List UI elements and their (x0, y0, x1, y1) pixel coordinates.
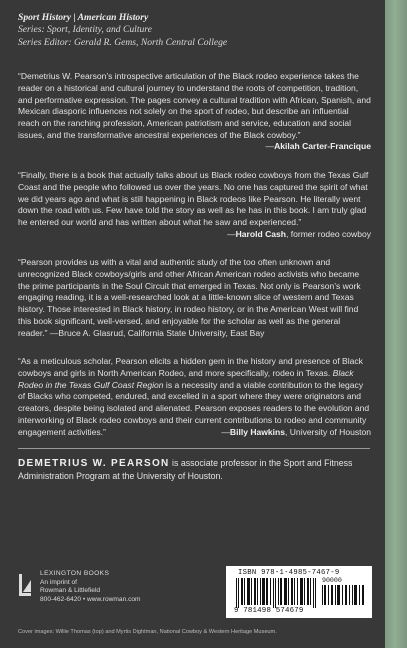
blurb-affiliation: , California State University, East Bay (123, 327, 265, 338)
author-bio (18, 457, 371, 482)
spine-edge (385, 0, 407, 648)
publisher-contact: 800-462-6420 • www.rowman.com (40, 595, 141, 603)
barcode (226, 566, 372, 618)
blurb-attribution: —Bruce A. Glasrud, California State University, East Bay (49, 327, 265, 338)
publisher-block (18, 570, 208, 618)
series-info (18, 12, 371, 49)
publisher-imprint: An imprint of (40, 578, 78, 586)
book-title: Black Rodeo in the Texas Gulf Coast Region (18, 367, 354, 390)
author-bio-text: is associate professor in the Sport and Fitness Administration Program at the University of Houston. (18, 458, 353, 482)
series-editor: Series Editor: Gerald R. Gems, North Central College (18, 36, 228, 48)
blurb-2 (18, 170, 371, 240)
price-code: 90000 (322, 577, 342, 584)
addon-barcode-icon (322, 585, 366, 605)
ean-barcode-icon (236, 578, 318, 608)
author-name: DEMETRIUS W. PEARSON (18, 458, 170, 470)
blurb-text: “As a meticulous scholar, Pearson elicits a hidden gem in the history and presence of Black cowboys and girls in North American Rodeo, and more specifically, rodeo in Texas. (18, 356, 363, 378)
blurb-attribution: —Akilah Carter-Francique (265, 141, 371, 152)
blurb-text: “Demetrius W. Pearson’s introspective articulation of the Black rodeo experience takes the reader on a historical and cultural journey to understand the roots of competition, tradition, and performative expression. The pages convey a cultural tradition with African, Spanish, and Mexican diasporic influences not solely on the sport of rodeo, but describe an influential reach on the ranching profession, American patriotism and service, education and social issues, and the transformative ancestral experiences of the Black cowboy.” (18, 71, 371, 140)
publisher-parent: Rowman & Littlefield (40, 587, 101, 595)
blurb-author: Harold Cash (235, 228, 286, 239)
footer (18, 566, 373, 618)
blurb-text-cont: is a necessity and a viable contribution to the legacy of Blacks who competed, endured, and excelled in a sport where they were originators and creators, despite being isolated and alienated. Pearson exposes readers to the evolution and interworking of Black rodeo cowboys and their current contributions to rodeo and community engagement activities.” (18, 379, 370, 437)
blurb-affiliation: , former rodeo cowboy (285, 228, 371, 239)
blurb-1 (18, 71, 371, 153)
blurb-affiliation: , University of Houston (285, 426, 371, 437)
divider (18, 448, 370, 449)
blurb-text: “Finally, there is a book that actually talks about us Black rodeo cowboys from the Texas Gulf Coast and the people who followed us over the years. No one has captured the spirit of what we did years ago and what is still happening in Black rodeos like Pearson. He literally went down the road with us. Few have told the story as well as he has in this book. I am truly glad he entered our world and has written about what he saw and experienced.” (18, 170, 369, 227)
blurb-3 (18, 257, 371, 339)
lexington-logo-icon (18, 574, 32, 596)
isbn-label: ISBN 978-1-4985-7467-9 (238, 569, 340, 577)
barcode-digits: 9 781498 574679 (234, 607, 304, 615)
blurb-text: “Pearson provides us with a vital and authentic study of the too often unknown and unrecognized Black cowboys/girls and other African American rodeo activists who became the prime participants in the Soul Circuit that emerged in Texas. Not only is Pearson’s work engaging reading, it is a well-researched look at a little-known slice of western and Texas history. Those interested in Black history, in rodeo history, or in the American West will find this book significant, well-versed, and enjoyable for the scholar as well as the general reader.” (18, 257, 361, 338)
series-category: Sport History | American History (18, 12, 149, 23)
blurb-attribution: —Billy Hawkins, University of Houston (221, 426, 371, 437)
blurb-4 (18, 356, 371, 438)
blurb-author: Billy Hawkins (229, 426, 286, 437)
cover-image-credit: Cover images: Willie Thomas (top) and Myrtis Dightman, National Cowboy & Western Heritage Museum. (18, 629, 277, 635)
series-name: Series: Sport, Identity, and Culture (18, 24, 152, 36)
publisher-name: LEXINGTON BOOKS (40, 570, 110, 577)
blurb-author: Bruce A. Glasrud (58, 327, 123, 338)
blurb-attribution: —Harold Cash, former rodeo cowboy (227, 228, 371, 239)
publisher-text (40, 570, 141, 604)
blurb-author: Akilah Carter-Francique (274, 141, 371, 152)
